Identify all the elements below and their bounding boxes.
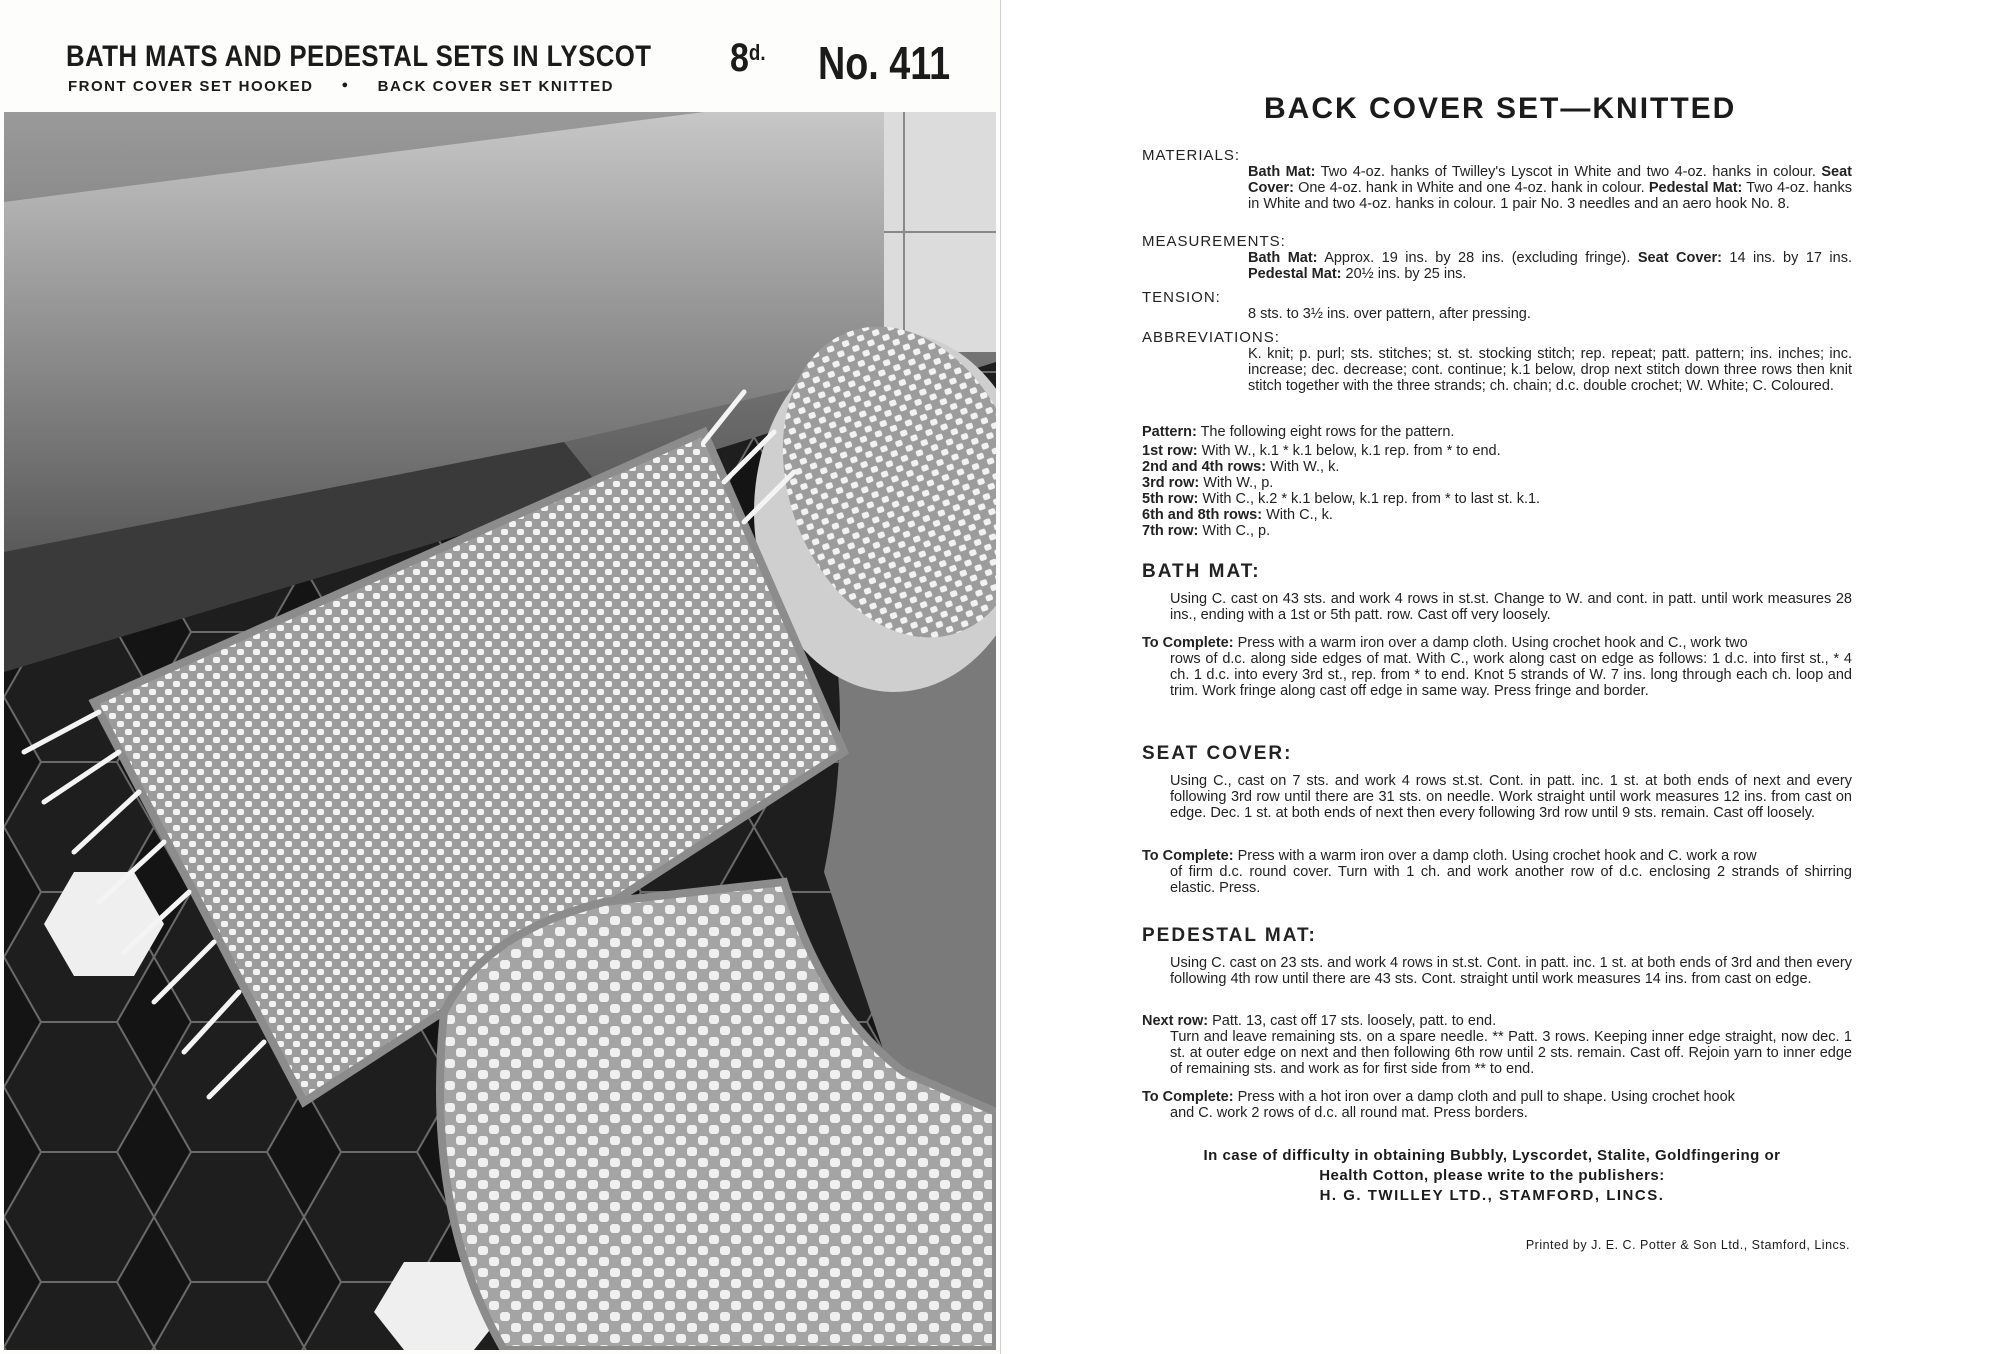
pattern-row	[1142, 507, 1333, 523]
bath-mat-complete-rest: rows of d.c. along side edges of mat. With C., work along cast on edge as follows: 1 d.c. into first st., * 4 ch. 1 d.c. into every 3rd st., rep. from * to end. Knot 5 strands of W. 7 ins. long through each ch. loop and trim. Work fringe along cast off edge in same way. Press fringe and border.	[1170, 651, 1852, 699]
seat-cover-heading: SEAT COVER:	[1142, 743, 1293, 764]
pedestal-mat-complete-label: To Complete:	[1142, 1089, 1234, 1105]
abbreviations-text: K. knit; p. purl; sts. stitches; st. st. stocking stitch; rep. repeat; patt. pattern; ins. inches; inc. increase; dec. decrease; cont. continue; k.1 below, drop next stitch down three rows then knit stitch together with the three strands; ch. chain; d.c. double crochet; W. White; C. Coloured.	[1248, 346, 1852, 394]
publisher-notice-line: In case of difficulty in obtaining Bubbly, Lyscordet, Stalite, Goldfingering or	[1203, 1147, 1781, 1164]
pattern-row	[1142, 443, 1501, 459]
cover-price	[730, 36, 766, 81]
abbreviations-label: ABBREVIATIONS:	[1142, 329, 1280, 346]
pattern-row-text: With W., p.	[1203, 475, 1274, 491]
measurements-bath-mat-label: Bath Mat:	[1248, 250, 1318, 266]
pattern-row	[1142, 459, 1339, 475]
pattern-row-label: 5th row:	[1142, 491, 1199, 507]
measurements-pedestal-mat-label: Pedestal Mat:	[1248, 266, 1342, 282]
pattern-row-label: 2nd and 4th rows:	[1142, 459, 1267, 475]
seat-cover-body: Using C., cast on 7 sts. and work 4 rows st.st. Cont. in patt. inc. 1 st. at both ends of next and every following 3rd row until there are 31 sts. on needle. Work straight until work measures 12 ins. from cast on edge. Dec. 1 st. at both ends of next then every following 3rd row until 9 sts. remain. Cast off loosely.	[1170, 773, 1852, 821]
back-cover-title: BACK COVER SET—KNITTED	[1264, 92, 1737, 125]
pedestal-mat-next-first: Patt. 13, cast off 17 sts. loosely, patt. to end.	[1212, 1013, 1497, 1029]
publisher-name: H. G. TWILLEY LTD., STAMFORD, LINCS.	[1319, 1187, 1665, 1204]
measurements-bath-mat-text: Approx. 19 ins. by 28 ins. (excluding fringe).	[1324, 250, 1631, 266]
cover-header	[0, 0, 1000, 110]
pattern-label: Pattern:	[1142, 424, 1197, 440]
cover-subtitle-right: BACK COVER SET KNITTED	[377, 78, 615, 95]
page-divider	[1000, 0, 1015, 1354]
pattern-row-text: With W., k.1 * k.1 below, k.1 rep. from * to end.	[1201, 443, 1501, 459]
pattern-intro	[1142, 424, 1454, 440]
pattern-row-label: 7th row:	[1142, 523, 1199, 539]
pedestal-mat-next-label: Next row:	[1142, 1013, 1209, 1029]
pattern-row-text: With C., p.	[1202, 523, 1271, 539]
pattern-row	[1142, 491, 1540, 507]
materials-seat-cover-text: One 4-oz. hank in White and one 4-oz. hank in colour.	[1298, 180, 1645, 196]
materials-text	[1248, 164, 1852, 212]
tension-text: 8 sts. to 3½ ins. over pattern, after pressing.	[1248, 306, 1531, 322]
pattern-row-text: With C., k.	[1266, 507, 1333, 523]
publisher-notice-line: Health Cotton, please write to the publishers:	[1319, 1167, 1665, 1184]
pattern-row-label: 3rd row:	[1142, 475, 1200, 491]
measurements-seat-cover-text: 14 ins. by 17 ins.	[1729, 250, 1853, 266]
cover-photograph	[4, 112, 996, 1350]
bath-mat-complete-first: Press with a warm iron over a damp cloth. Using crochet hook and C., work two	[1237, 635, 1748, 651]
materials-pedestal-mat-text: Two 4-oz. hanks in White and two 4-oz. hanks in colour. 1 pair No. 3 needles and an aero hook No. 8.	[1248, 180, 1852, 212]
materials-label: MATERIALS:	[1142, 147, 1241, 164]
pedestal-mat-complete-first: Press with a hot iron over a damp cloth and pull to shape. Using crochet hook	[1237, 1089, 1735, 1105]
pattern-intro-text: The following eight rows for the pattern.	[1200, 424, 1455, 440]
materials-pedestal-mat-label: Pedestal Mat:	[1648, 180, 1743, 196]
pedestal-mat-next-rest: Turn and leave remaining sts. on a spare needle. ** Patt. 3 rows. Keeping inner edge straight, now dec. 1 st. at outer edge on next and then following 6th row until 2 sts. remain. Cast off. Rejoin yarn to inner edge of remaining sts. and work as for first side from ** to end.	[1170, 1029, 1852, 1077]
pattern-row-text: With W., k.	[1270, 459, 1340, 475]
cover-subtitle-left: FRONT COVER SET HOOKED	[68, 78, 314, 95]
pattern-number: No. 411	[818, 37, 951, 89]
seat-cover-complete-first: Press with a warm iron over a damp cloth. Using crochet hook and C. work a row	[1237, 848, 1757, 864]
back-cover-page	[1014, 0, 1993, 1354]
measurements-pedestal-mat-text: 20½ ins. by 25 ins.	[1345, 266, 1467, 282]
tension-label: TENSION:	[1142, 289, 1221, 306]
pattern-row	[1142, 523, 1270, 539]
printer-credit: Printed by J. E. C. Potter & Son Ltd., Stamford, Lincs.	[1525, 1238, 1850, 1252]
bath-mat-heading: BATH MAT:	[1142, 561, 1261, 582]
bullet-icon: ●	[341, 79, 350, 91]
publisher-notice	[1134, 1146, 1850, 1206]
pattern-row-text: With C., k.2 * k.1 below, k.1 rep. from * to last st. k.1.	[1202, 491, 1541, 507]
pattern-row-label: 6th and 8th rows:	[1142, 507, 1263, 523]
bath-mat-body: Using C. cast on 43 sts. and work 4 rows in st.st. Change to W. and cont. in patt. until work measures 28 ins., ending with a 1st or 5th patt. row. Cast off very loosely.	[1170, 591, 1852, 623]
seat-cover-complete-rest: of firm d.c. round cover. Turn with 1 ch. and work another row of d.c. enclosing 2 strands of shirring elastic. Press.	[1170, 864, 1852, 896]
pedestal-mat-heading: PEDESTAL MAT:	[1142, 925, 1317, 946]
price-unit: d.	[748, 40, 766, 65]
seat-cover-complete-label: To Complete:	[1142, 848, 1234, 864]
pedestal-mat-body: Using C. cast on 23 sts. and work 4 rows in st.st. Cont. in patt. inc. 1 st. at both ends of 3rd and then every following 4th row until there are 43 sts. Cont. straight until work measures 14 ins. from cast on edge.	[1170, 955, 1852, 987]
pedestal-mat-next-row	[1142, 1013, 1852, 1077]
cover-title: BATH MATS AND PEDESTAL SETS IN LYSCOT	[66, 40, 652, 73]
measurements-label: MEASUREMENTS:	[1142, 233, 1286, 250]
measurements-text	[1248, 250, 1852, 282]
materials-bath-mat-label: Bath Mat:	[1248, 164, 1316, 180]
pedestal-mat-complete	[1142, 1089, 1852, 1121]
materials-seat-cover-label: Seat Cover:	[1248, 164, 1852, 196]
materials-bath-mat-text: Two 4-oz. hanks of Twilley's Lyscot in White and two 4-oz. hanks in colour.	[1320, 164, 1816, 180]
pattern-row-label: 1st row:	[1142, 443, 1198, 459]
bath-mat-complete-label: To Complete:	[1142, 635, 1234, 651]
seat-cover-complete	[1142, 848, 1852, 896]
pattern-row	[1142, 475, 1273, 491]
price-value: 8	[730, 36, 749, 80]
cover-subtitle	[68, 78, 614, 95]
measurements-seat-cover-label: Seat Cover:	[1637, 250, 1722, 266]
pedestal-mat-complete-rest: and C. work 2 rows of d.c. all round mat. Press borders.	[1170, 1105, 1528, 1121]
bath-mat-complete	[1142, 635, 1852, 699]
